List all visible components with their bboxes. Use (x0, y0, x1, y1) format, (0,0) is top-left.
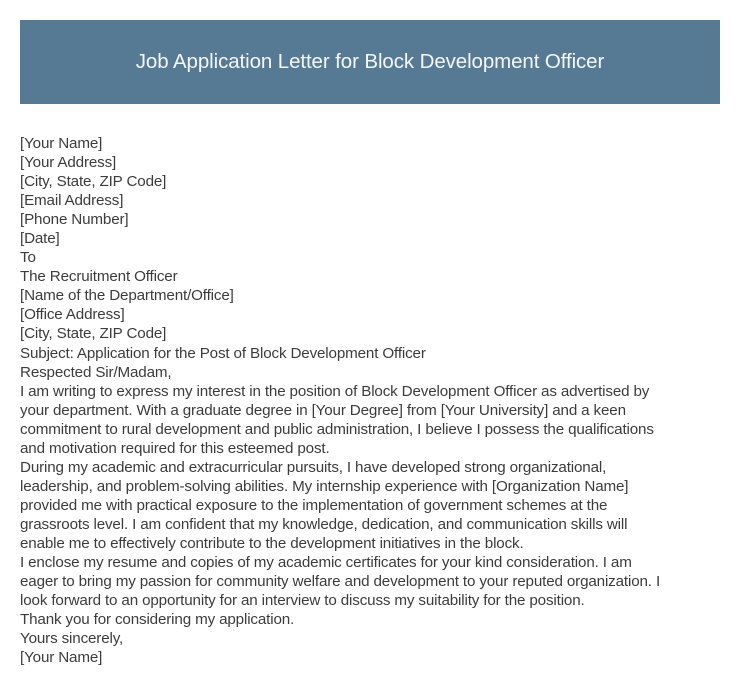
recipient-block (20, 248, 725, 343)
paragraph-enclosure (20, 553, 725, 610)
recipient-city-state-zip: [City, State, ZIP Code] (20, 325, 167, 343)
paragraph-line: look forward to an opportunity for an interview to discuss my suitability for the position. (20, 592, 585, 610)
paragraph-line: your department. With a graduate degree in [Your Degree] from [Your University] and a keen (20, 401, 626, 419)
paragraph-line: eager to bring my passion for community welfare and development to your reputed organization. I (20, 573, 661, 591)
paragraph-line: and motivation required for this esteemed post. (20, 439, 330, 457)
sender-city-state-zip: [City, State, ZIP Code] (20, 173, 167, 191)
letter-body (20, 134, 725, 667)
paragraph-line: provided me with practical exposure to the implementation of government schemes at the (20, 496, 608, 514)
sender-phone: [Phone Number] (20, 211, 129, 229)
page-title: Job Application Letter for Block Development Officer (135, 50, 605, 73)
paragraph-line: During my academic and extracurricular pursuits, I have developed strong organizational, (20, 458, 607, 476)
paragraph-experience (20, 458, 725, 553)
title-banner (20, 20, 720, 104)
paragraph-line: leadership, and problem-solving abilities. My internship experience with [Organization Name] (20, 477, 629, 495)
sender-name: [Your Name] (20, 135, 103, 152)
signature: [Your Name] (20, 649, 103, 667)
recipient-to: To (20, 249, 36, 267)
paragraph-interest (20, 382, 725, 458)
recipient-title: The Recruitment Officer (20, 268, 178, 286)
recipient-department: [Name of the Department/Office] (20, 287, 234, 305)
paragraph-line: commitment to rural development and public administration, I believe I possess the qualifications (20, 420, 654, 438)
sender-address: [Your Address] (20, 154, 117, 172)
paragraph-line: I enclose my resume and copies of my academic certificates for your kind consideration. I am (20, 554, 632, 572)
recipient-address: [Office Address] (20, 306, 125, 324)
paragraph-line: enable me to effectively contribute to the development initiatives in the block. (20, 534, 524, 552)
sender-block (20, 134, 725, 248)
letter-date: [Date] (20, 230, 60, 248)
subject-line: Subject: Application for the Post of Block Development Officer (20, 344, 426, 362)
paragraph-line: I am writing to express my interest in the position of Block Development Officer as advertised by (20, 382, 650, 400)
closing: Yours sincerely, (20, 630, 124, 648)
salutation: Respected Sir/Madam, (20, 363, 172, 381)
sender-email: [Email Address] (20, 192, 124, 210)
paragraph-line: grassroots level. I am confident that my knowledge, dedication, and communication skills will (20, 515, 628, 533)
thank-you-line: Thank you for considering my application. (20, 611, 295, 629)
